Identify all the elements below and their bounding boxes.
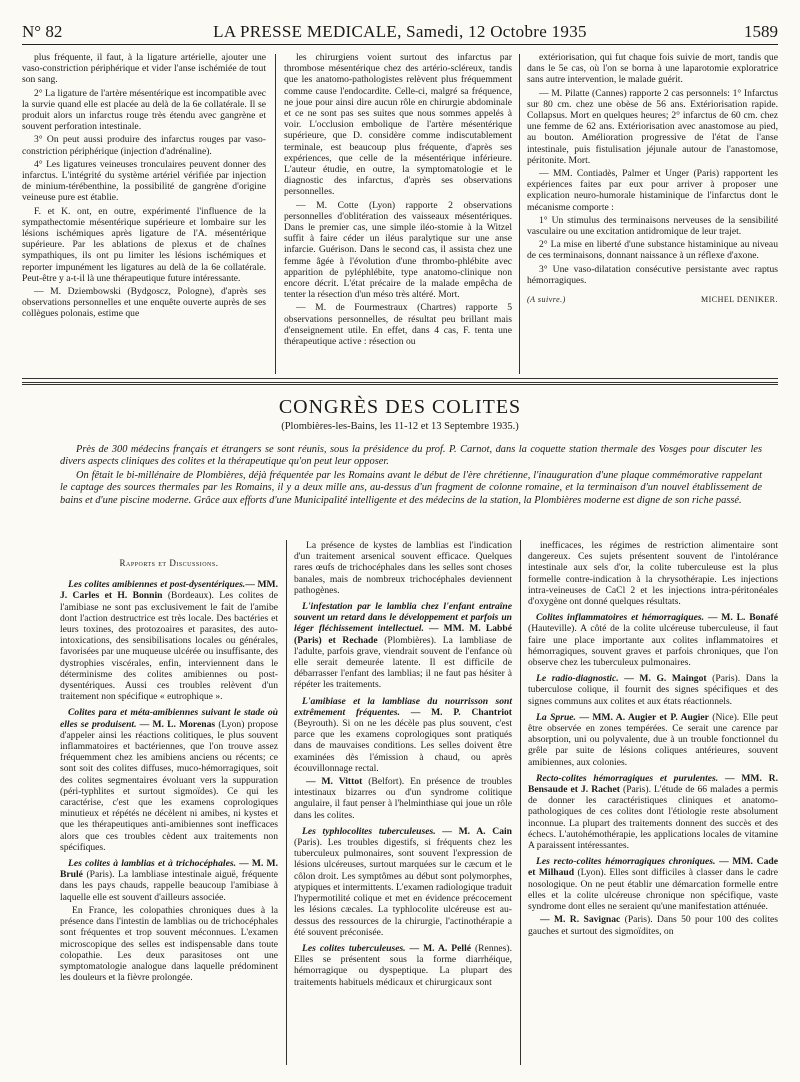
report-text: (Lyon). Elles sont difficiles à classer dans le cadre nosologique. On ne peut établir une démarcation formelle entre elles et la colite ulcéreuse chronique non spécifique, vaste syndrome dont elles ne seraient qu'une manifestation atténuée. bbox=[528, 867, 778, 913]
column-divider bbox=[286, 540, 287, 1065]
paragraph: 1° Un stimulus des terminaisons nerveuses de la sensibilité vasculaire ou une excitation antidromique de leur trajet. bbox=[527, 214, 778, 238]
report-text: (Hauteville). A côté de la colite ulcéreuse tuberculeuse, il faut faire une place importante aux colites inflammatoires et hémorragiques, souvent graves et parfois chroniques, que l'on observe chez les tuberculeux pulmonaires. bbox=[528, 623, 778, 669]
report-text: (Belfort). En présence de troubles intestinaux bizarres ou d'un syndrome colitique angulaire, il faut penser à l'helminthiase qui joue un rôle dans les colites. bbox=[294, 776, 512, 821]
report-text: La présence de kystes de lamblias est l'indication d'un traitement arsenical souvent efficace. Quelques rares œufs de trichocéphales dans les selles sont choses banales, mais de nombreux trichocéphales deviennent pathogènes. bbox=[294, 540, 512, 596]
column-divider bbox=[275, 54, 276, 374]
report-text: (Beyrouth). Si on ne les décèle pas plus souvent, c'est parce que les examens coprologiques sont pratiqués dans de mauvaises conditions. Les selles doivent être examinées dès l'émission à chaud, ou après écouvillonnage rectal. bbox=[294, 718, 512, 774]
report-title: Recto-colites hémorragiques et purulentes. bbox=[536, 772, 719, 784]
column-divider bbox=[520, 540, 521, 1065]
intro-paragraph: On fêtait le bi-millénaire de Plombières, déjà fréquentée par les Romains avant le début de l'ère chrétienne, l'inauguration d'une plaque commémorative rappelant le captage des sources thermales par les Romains, il y a deux mille ans, au-dessus d'un fragment de colonne romaine, et la terminaison d'un nouvel établissement de bains et d'une piscine moderne. Grâce aux efforts d'une Municipalité intelligente et des médecins de la station, la Plombières moderne est digne de son riche passé. bbox=[60, 469, 762, 506]
report-title: L'infestation par le lamblia chez l'enfant entraîne souvent un retard dans le développement et parfois un léger fléchissement intellectuel. bbox=[294, 601, 512, 635]
top-column-3 bbox=[527, 52, 778, 307]
journal-title: LA PRESSE MEDICALE, Samedi, 12 Octobre 1935 bbox=[213, 22, 587, 41]
intro-paragraph: Près de 300 médecins français et étrangers se sont réunis, sous la présidence du prof. P. Carnot, dans la coquette station thermale des Vosges pour discuter les divers aspects cliniques des colites et la thérapeutique qu'on peut leur opposer. bbox=[60, 444, 762, 468]
report-entry bbox=[60, 858, 278, 903]
report-authors: — M. G. Maingot bbox=[618, 673, 707, 685]
report-entry bbox=[528, 914, 778, 936]
report-text: (Paris). L'étude de 66 malades a permis de donner les caractéristiques cliniques et anatomo-pathologiques de ces colites dont l'étiologie reste absolument inconnue. La plupart des traitements donnent des succès et des échecs. L'autohémothérapie, les applications locales de vitamine A paraissent intéressantes. bbox=[528, 784, 778, 852]
report-entry bbox=[528, 773, 778, 851]
report-entry bbox=[294, 601, 512, 691]
bottom-column-3 bbox=[528, 540, 778, 939]
report-text: (Plombières). La lambliase de l'adulte, parfois grave, viendrait souvent de l'enfance où elle serait demeurée latente. Il est difficile de débarrasser l'enfant des lamblias; il ne faut pas hésiter à répéter les traitements. bbox=[294, 634, 512, 691]
top-column-1 bbox=[22, 52, 266, 322]
report-entry bbox=[294, 540, 512, 596]
report-authors: — MM. J. Carles et H. Bonnin bbox=[60, 579, 278, 602]
running-header bbox=[22, 20, 778, 46]
report-authors: — M. L. Bonafé bbox=[703, 612, 778, 624]
report-authors: — M. A. Pellé bbox=[405, 942, 471, 954]
report-authors: — MM. A. Augier et P. Augier bbox=[575, 711, 709, 723]
congress-intro bbox=[60, 444, 762, 508]
top-column-2 bbox=[284, 52, 512, 349]
report-text: (Paris). Les troubles digestifs, si fréquents chez les tuberculeux pulmonaires, sont souvent l'expression de lésions ulcéreuses, surtout marquées sur le cæcum et le côlon droit. Les symptômes au début sont polymorphes, atypiques et intermittents. L'examen radiologique traduit l'hypermotilité colique et met en évidence précocement les lésions cæcales. La typhlocolite ulcéreuse est au-dessus des ressources de la chirurgie, l'actinothérapie a été souvent préconisée. bbox=[294, 837, 512, 938]
paragraph: 2° La ligature de l'artère mésentérique est incompatible avec la survie quand elle est placée au delà de la 6e collatérale. Il se produit alors un infarctus rouge très étendu avec gangrène et souvent perforation intestinale. bbox=[22, 87, 266, 133]
report-authors: — M. A. Cain bbox=[435, 825, 512, 837]
report-authors: — M. R. Savignac bbox=[540, 914, 621, 926]
report-text: (Paris). Dans la tuberculose colique, il fournit des signes spécifiques et des signes communs aux colites et aux états réactionnels. bbox=[528, 673, 778, 707]
report-authors: — MM. Cade et Milhaud bbox=[528, 856, 778, 879]
header-rule bbox=[22, 44, 778, 45]
paragraph: — M. de Fourmestraux (Chartres) rapporte 5 observations personnelles, de résultat peu brillant mais d'enseignement utile. En effet, dans 4 cas, F. tenta une thérapeutique active : résection ou bbox=[284, 302, 512, 348]
report-entry bbox=[294, 696, 512, 774]
report-title: Les colites tuberculeuses. bbox=[302, 942, 406, 954]
report-authors: — M. Vittot bbox=[306, 776, 363, 788]
report-title: L'amibiase et la lambliase du nourrisson sont extrêmement fréquentes. bbox=[294, 695, 512, 718]
paragraph: les chirurgiens voient surtout des infarctus par thrombose mésentérique chez des artério-scléreux, tandis que les anatomo-pathologistes relèvent plus fréquemment comme cause l'endocardite. Celle-ci, malgré sa fréquence, ne joue pour ainsi dire aucun rôle en chirurgie abdominale et ce ne sont pas ses suites que nous sommes appelés à voir. L'occlusion embolique de l'artère mésentérique supérieure, que D. considère comme indiscutablement terminale, est beaucoup plus fréquente, d'après ses expériences, que celle de la mésentérique inférieure. L'auteur étudie, en outre, la symptomatologie et le diagnostic des infarctus, d'après ses observations personnelles. bbox=[284, 52, 512, 198]
report-title: Colites para et méta-amibiennes suivant le stade où elles se produisent. bbox=[60, 707, 278, 730]
report-authors: — M. P. Chantriot bbox=[399, 706, 512, 718]
report-title: Les typhlocolites tuberculeuses. bbox=[302, 825, 436, 837]
report-text: En France, les colopathies chroniques dues à la présence dans l'intestin de lamblias ou de trichocéphales sont fréquentes et trop souvent méconnues. L'examen microscopique des selles est indispensable dans toute colopathie. Les deux parasitoses ont une symptomatologie analogue dans laquelle prédominent les douleurs et la fièvre prolongée. bbox=[60, 904, 278, 984]
paragraph: extériorisation, qui fut chaque fois suivie de mort, tandis que dans le 5e cas, où l'on se borna à une laparotomie exploratrice sans autre intervention, le malade guérit. bbox=[527, 52, 778, 86]
report-text: (Bordeaux). Les colites de l'amibiase ne sont pas exclusivement le fait de l'amibe dont l'action destructrice est très locale. Des bactéries et leurs toxines, des protozoaires et parasites, des auto-intoxications, des sensibilisations locales ou générales, favorisées par une muqueuse ulcérée ou insuffisante, des dystrophies viscérales, enfin, interviennent dans le déterminisme des colites amibiennes ou post-dysentériques. Aussi ces troubles relèvent d'un traitement non spécifique « eutrophique ». bbox=[60, 590, 278, 703]
report-authors: — MM. M. Labbé (Paris) et Rechade bbox=[294, 623, 512, 646]
paragraph: 3° On peut aussi produire des infarctus rouges par vaso-constriction périphérique (injection d'adrénaline). bbox=[22, 134, 266, 157]
report-entry bbox=[294, 943, 512, 988]
issue-number: N° 82 bbox=[22, 22, 63, 41]
report-entry bbox=[528, 540, 778, 607]
paragraph: 4° Les ligatures veineuses tronculaires peuvent donner des infarctus. L'intégrité du système artériel vérifiée par injection de minium-térébenthine, la possibilité de gangrène d'origine veineuse pure est établie. bbox=[22, 158, 266, 204]
report-title: Le radio-diagnostic. bbox=[536, 673, 619, 685]
paragraph: F. et K. ont, en outre, expérimenté l'influence de la sympathectomie mésentérique supérieure et lombaire sur les lésions ischémiques après ligature de l'A. mésentérique supérieure. Par les ablations de plexus et de chaînes sympathiques, ils ont pu limiter les lésions ischémiques et reporter impunément les ligatures au delà de la 6e collatérale. Peut-être y a-t-il là une thérapeutique future intéressante. bbox=[22, 205, 266, 284]
author-signature: MICHEL DENIKER. bbox=[701, 295, 778, 305]
paragraph: 2° La mise en liberté d'une substance histaminique au niveau de ces terminaisons, donnant naissance à un réflexe d'axone. bbox=[527, 239, 778, 262]
section-double-rule bbox=[22, 382, 778, 385]
report-entry bbox=[294, 776, 512, 821]
section-rule bbox=[22, 378, 778, 379]
report-entry bbox=[60, 579, 278, 702]
report-entry bbox=[528, 856, 778, 912]
report-entry bbox=[60, 905, 278, 983]
paragraph: — M. Dziembowski (Bydgoscz, Pologne), d'après ses observations personnelles et une enquête ouverte auprès de ses collègues polonais, estime que bbox=[22, 286, 266, 320]
page-number: 1589 bbox=[744, 22, 778, 41]
report-text: (Lyon) propose d'appeler ainsi les réactions colitiques, le plus souvent inflammatoires et bactériennes, que l'on trouve assez fréquemment chez les amibiens anciens ou récents; ce sont soit des colites diffuses, muco-hémorragiques, soit des colites segmentaires évoluant vers la suppuration (péri-typhlites et surtout sigmoïdes). Ce qui les caractérise, c'est que les examens coprologiques minutieux et répétés ne décèlent ni amibes, ni kystes et que les thérapeutiques anti-amibiennes sont inefficaces alors que ces troubles cèdent aux traitements non spécifiques. bbox=[60, 718, 278, 853]
congress-subtitle: (Plombières-les-Bains, les 11-12 et 13 Septembre 1935.) bbox=[281, 421, 519, 432]
report-entry bbox=[528, 673, 778, 707]
report-title: Les recto-colites hémorragiques chroniques. bbox=[536, 856, 716, 868]
bottom-column-1 bbox=[60, 544, 278, 985]
paragraph: 3° Une vaso-dilatation consécutive persistante avec raptus hémorragiques. bbox=[527, 263, 778, 286]
report-text: (Paris). La lambliase intestinale aiguë, fréquente dans les pays chauds, rappelle beaucoup l'amibiase à laquelle elle est souvent d'ailleurs associée. bbox=[60, 869, 278, 903]
paragraph: — M. Cotte (Lyon) rapporte 2 observations personnelles d'oblitération des vaisseaux mésentériques. Dans le premier cas, une simple iléo-stomie à la Witzel suffit à faire céder un iléus paralytique sur une anse infarcie. Guérison. Dans le second cas, il assista chez une femme âgée à l'évolution d'une thrombo-phlébite avec apparition de pyléphlébite, type anatomo-clinique non encore décrit. L'état précaire de la malade empêcha de tenter la résection d'un méso très altéré. Mort. bbox=[284, 199, 512, 301]
report-text: inefficaces, les régimes de restriction alimentaire sont dangereux. Ces sujets présentent souvent de l'intolérance intestinale aux sels d'or, la colite tuberculeuse est la plus formelle contre-indication à la chrysothérapie. Les injections intra-veineuses de CaCl 2 et les injections intra-péritonéales d'oxygène ont donné quelques résultats. bbox=[528, 540, 778, 608]
congress-title: CONGRÈS DES COLITES bbox=[278, 396, 522, 418]
report-entry bbox=[60, 707, 278, 853]
report-text: (Rennes). Elles se présentent sous la forme diarrhéique, hémorragique ou dyspeptique. La plupart des traitements habituels médicaux et chirurgicaux sont bbox=[294, 942, 512, 988]
paragraph: — MM. Contiadès, Palmer et Unger (Paris) rapportent les expériences faites par eux pour arriver à proposer une explication neuro-humorale histaminique de l'infarctus dont le mécanisme comporte : bbox=[527, 168, 778, 213]
article-signature bbox=[527, 294, 778, 305]
report-entry bbox=[294, 826, 512, 938]
continued-note: (A suivre.) bbox=[527, 295, 566, 305]
section-heading: Rapports et Discussions. bbox=[119, 558, 219, 568]
report-text: (Nice). Elle peut être observée en zones tempérées. Ce serait une carence par absorption, uni ou polyvalente, due à un trouble fonctionnel du grêle par suite de lésions coliques antérieures, souvent amibiennes, aux colonies. bbox=[528, 711, 778, 768]
report-authors: — M. L. Morenas bbox=[136, 718, 216, 730]
report-authors: — MM. R. Bensaude et J. Rachet bbox=[528, 772, 778, 796]
report-title: Les colites à lamblias et à trichocéphales. bbox=[68, 858, 236, 870]
paragraph: plus fréquente, il faut, à la ligature artérielle, ajouter une vaso-constriction périphérique et vider l'anse ischémiée de tout son sang. bbox=[22, 52, 266, 86]
report-title: Les colites amibiennes et post-dysentériques. bbox=[68, 579, 246, 591]
column-divider bbox=[519, 54, 520, 374]
report-entry bbox=[528, 712, 778, 768]
report-entry bbox=[528, 612, 778, 668]
report-title: La Sprue. bbox=[536, 711, 576, 723]
report-text: (Paris). Dans 50 pour 100 des colites gauches et surtout des sigmoïdites, on bbox=[528, 914, 778, 937]
report-authors: — M. M. Brulé bbox=[60, 858, 278, 881]
report-title: Colites inflammatoires et hémorragiques. bbox=[536, 612, 704, 624]
bottom-column-2 bbox=[294, 540, 512, 990]
paragraph: — M. Pilatte (Cannes) rapporte 2 cas personnels: 1° Infarctus sur 80 cm. chez une obèse de 56 ans. Extériorisation rapide. Collapsus. Mort en quelques heures; 2° infarctus de 60 cm. chez une femme de 62 ans. Extériorisation avec anastomose au pied, au bouton. Amélioration progressive de l'état de l'anse intestinale, puis fistulisation jéjunale autour de l'anastomose, péritonite. Mort. bbox=[527, 87, 778, 166]
